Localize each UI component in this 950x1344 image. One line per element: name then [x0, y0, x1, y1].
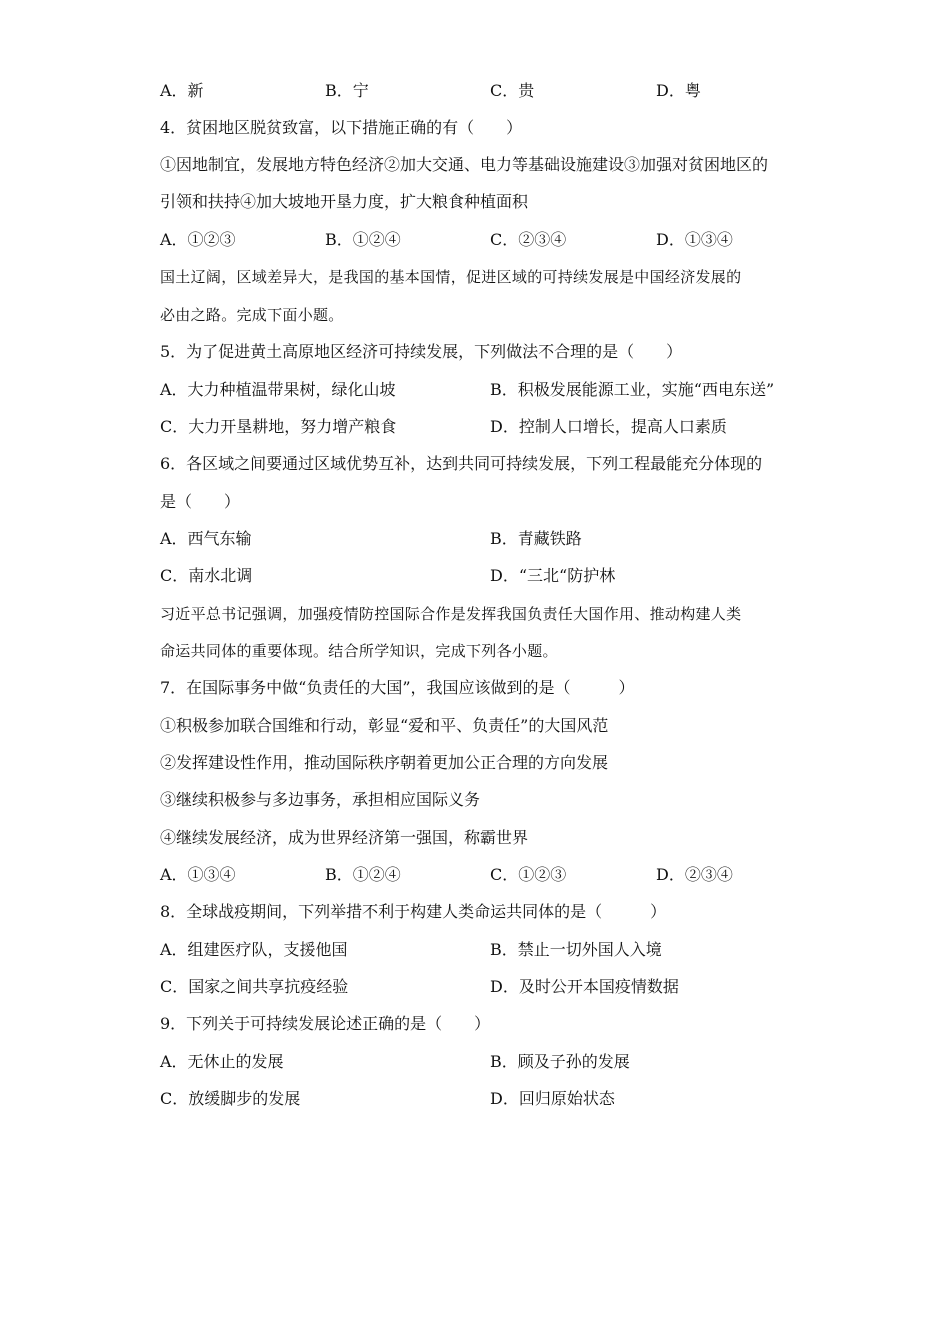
q7-option-b: B．①②④ — [325, 865, 401, 884]
q4-option-c: C．②③④ — [490, 230, 567, 249]
q8-option-d: D．及时公开本国疫情数据 — [490, 977, 679, 996]
q4-option-b: B．①②④ — [325, 230, 401, 249]
q6-stem-line1: 6．各区域之间要通过区域优势互补，达到共同可持续发展，下列工程最能充分体现的 — [160, 454, 763, 473]
q7-item-3: ③继续积极参与多边事务，承担相应国际义务 — [160, 790, 481, 809]
q5-option-a: A．大力种植温带果树，绿化山坡 — [160, 380, 396, 399]
q7-item-1: ①积极参加联合国维和行动，彰显“爱和平、负责任”的大国风范 — [160, 716, 609, 735]
q8-option-b: B．禁止一切外国人入境 — [490, 940, 662, 959]
q3-option-d: D．粤 — [656, 81, 701, 100]
q4-body-line2: 引领和扶持④加大坡地开垦力度，扩大粮食种植面积 — [160, 192, 529, 211]
q9-option-c: C．放缓脚步的发展 — [160, 1089, 301, 1108]
q5-option-c: C．大力开垦耕地，努力增产粮食 — [160, 417, 397, 436]
q7-stem: 7．在国际事务中做“负责任的大国”，我国应该做到的是（ ） — [160, 678, 635, 697]
q3-option-c: C．贵 — [490, 81, 535, 100]
q8-option-a: A．组建医疗队，支援他国 — [160, 940, 348, 959]
q4-body-line1: ①因地制宜，发展地方特色经济②加大交通、电力等基础设施建设③加强对贫困地区的 — [160, 155, 769, 174]
q3-option-a: A．新 — [160, 81, 204, 100]
q7-item-4: ④继续发展经济，成为世界经济第一强国，称霸世界 — [160, 828, 529, 847]
q6-option-a: A．西气东输 — [160, 529, 252, 548]
q5-option-d: D．控制人口增长，提高人口素质 — [490, 417, 727, 436]
q8-option-c: C．国家之间共享抗疫经验 — [160, 977, 349, 996]
q7-option-c: C．①②③ — [490, 865, 567, 884]
q3-option-b: B．宁 — [325, 81, 369, 100]
q6-option-d: D．“三北“防护林 — [490, 566, 616, 585]
q8-stem: 8．全球战疫期间，下列举措不利于构建人类命运共同体的是（ ） — [160, 902, 667, 921]
q7-item-2: ②发挥建设性作用，推动国际秩序朝着更加公正合理的方向发展 — [160, 753, 609, 772]
q7-option-d: D．②③④ — [656, 865, 733, 884]
q9-stem: 9．下列关于可持续发展论述正确的是（ ） — [160, 1014, 491, 1033]
passage1-line2: 必由之路。完成下面小题。 — [160, 306, 344, 324]
q6-option-b: B．青藏铁路 — [490, 529, 582, 548]
q4-option-d: D．①③④ — [656, 230, 733, 249]
passage2-line2: 命运共同体的重要体现。结合所学知识，完成下列各小题。 — [160, 642, 558, 660]
q9-option-d: D．回归原始状态 — [490, 1089, 615, 1108]
q6-stem-line2: 是（ ） — [160, 492, 241, 511]
q5-stem: 5．为了促进黄土高原地区经济可持续发展，下列做法不合理的是（ ） — [160, 342, 683, 361]
q9-option-b: B．顾及子孙的发展 — [490, 1052, 630, 1071]
q4-option-a: A．①②③ — [160, 230, 236, 249]
passage1-line1: 国土辽阔，区域差异大，是我国的基本国情，促进区域的可持续发展是中国经济发展的 — [160, 268, 742, 286]
q7-option-a: A．①③④ — [160, 865, 236, 884]
q4-stem: 4．贫困地区脱贫致富，以下措施正确的有（ ） — [160, 118, 523, 137]
q6-option-c: C．南水北调 — [160, 566, 253, 585]
q9-option-a: A．无休止的发展 — [160, 1052, 284, 1071]
q5-option-b: B．积极发展能源工业，实施“西电东送” — [490, 380, 775, 399]
passage2-line1: 习近平总书记强调，加强疫情防控国际合作是发挥我国负责任大国作用、推动构建人类 — [160, 605, 742, 623]
